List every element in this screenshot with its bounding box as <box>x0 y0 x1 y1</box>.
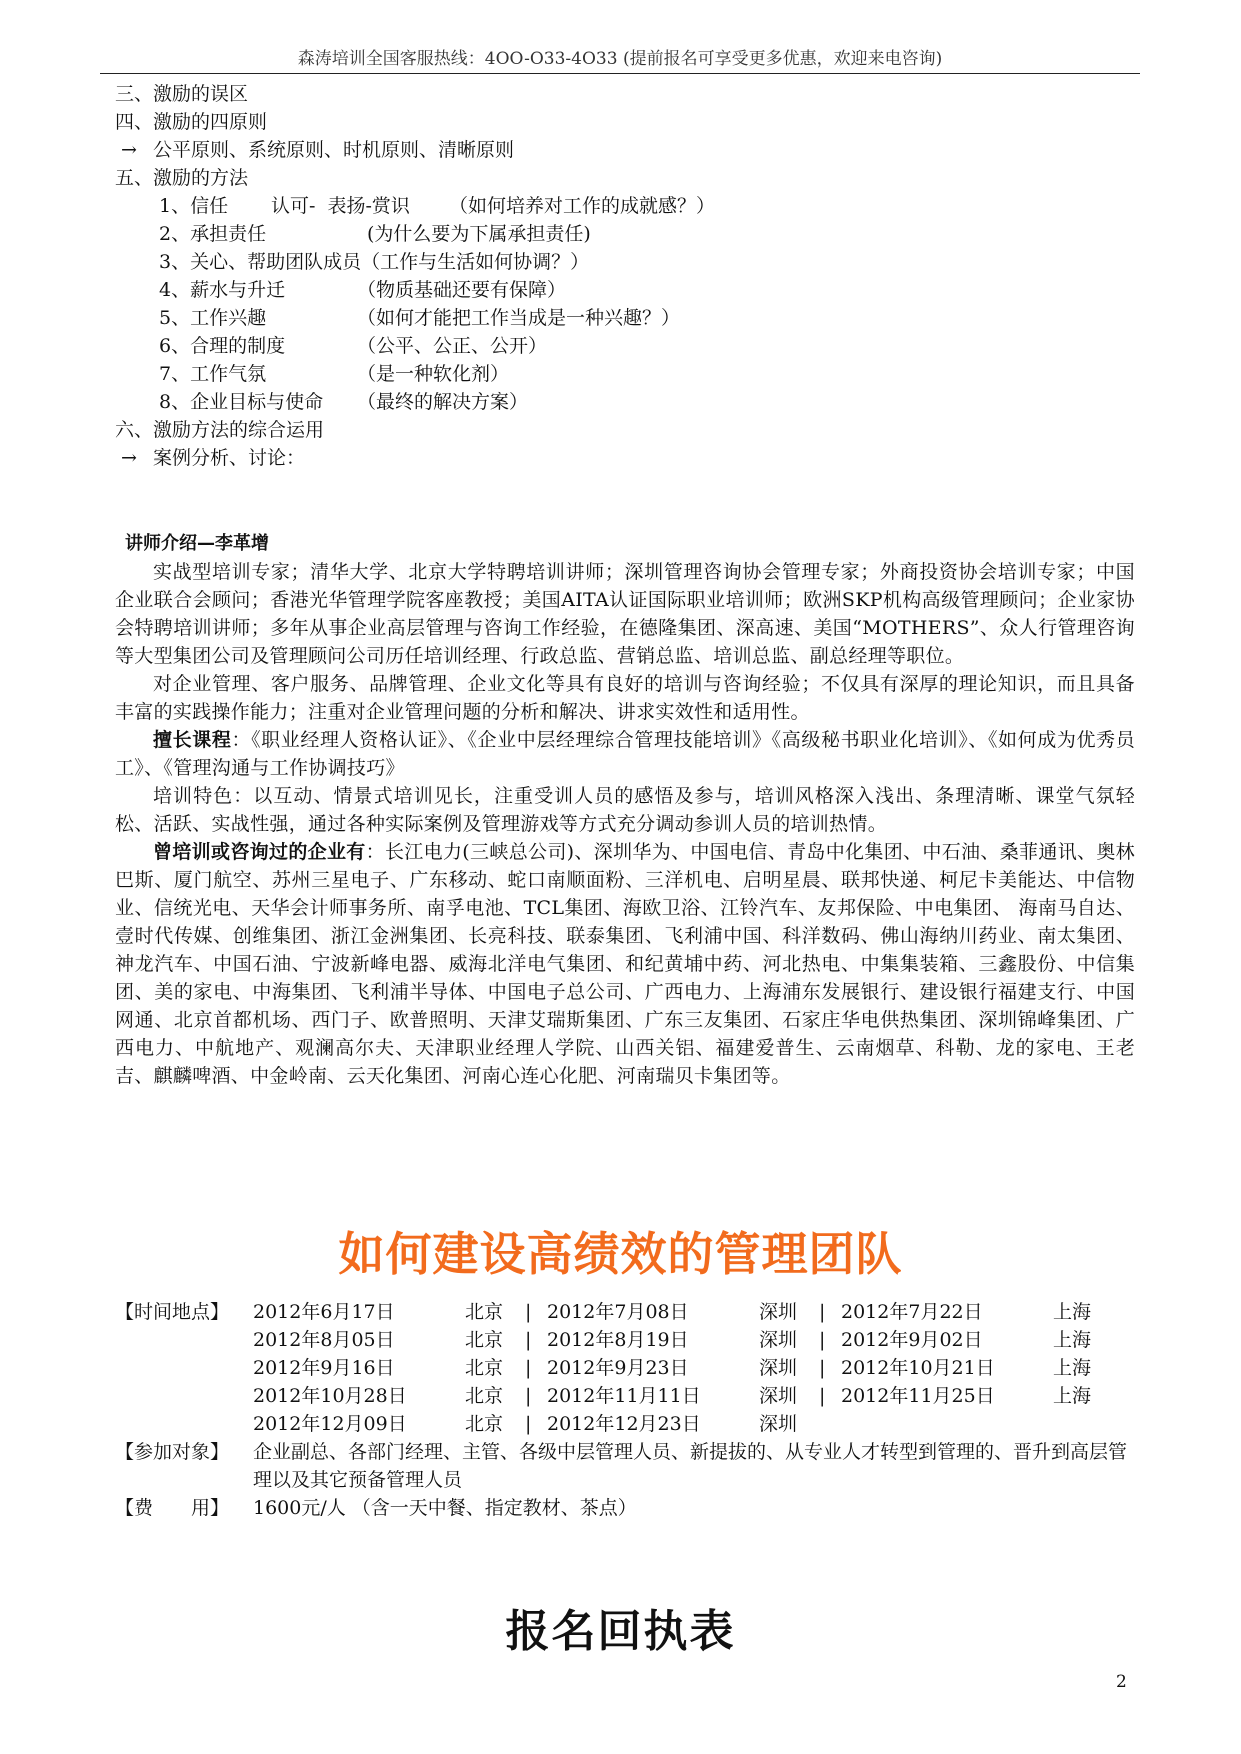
method-note: （如何培养对工作的成就感？） <box>449 195 716 217</box>
method-item <box>115 332 1135 360</box>
method-note: （工作与生活如何协调？） <box>361 251 590 273</box>
section-6-items <box>115 444 1135 472</box>
section-4: 四、激励的四原则 <box>115 111 268 133</box>
course-outline <box>115 80 1135 472</box>
city: 上海 <box>1053 1329 1092 1351</box>
separator: | <box>819 1385 826 1407</box>
method-label: 6、合理的制度 <box>159 335 286 357</box>
city: 北京 <box>465 1385 504 1407</box>
bio-paragraph-clients <box>115 838 1135 1090</box>
schedule-line <box>253 1382 1145 1410</box>
method-label: 4、薪水与升迁 <box>159 279 286 301</box>
separator: | <box>819 1357 826 1379</box>
city: 深圳 <box>759 1301 798 1323</box>
date: 2012年7月22日 <box>841 1301 983 1323</box>
city: 深圳 <box>759 1413 798 1435</box>
separator: | <box>525 1385 532 1407</box>
method-item <box>115 304 1135 332</box>
method-item <box>115 220 1135 248</box>
city: 北京 <box>465 1413 504 1435</box>
bio-paragraph-2: 对企业管理、客户服务、品牌管理、企业文化等具有良好的培训与咨询经验；不仅具有深厚的理论知识，而且具备丰富的实践操作能力；注重对企业管理问题的分析和解决、讲求实效性和适用性。 <box>115 673 1135 723</box>
page-number: 2 <box>1116 1672 1127 1692</box>
signup-form-title: 报名回执表 <box>505 1606 736 1657</box>
city: 深圳 <box>759 1357 798 1379</box>
separator: | <box>819 1301 826 1323</box>
course-title: 如何建设高绩效的管理团队 <box>338 1227 903 1281</box>
city: 北京 <box>465 1329 504 1351</box>
arrow-right-icon: → <box>121 447 137 469</box>
separator: | <box>819 1329 826 1351</box>
method-label: 8、企业目标与使命 <box>159 391 324 413</box>
city: 北京 <box>465 1357 504 1379</box>
date: 2012年11月11日 <box>547 1385 701 1407</box>
schedule-line <box>253 1410 1145 1438</box>
principles-list: 公平原则、系统原则、时机原则、清晰原则 <box>153 139 515 161</box>
schedule-line <box>253 1298 1145 1326</box>
method-item <box>115 388 1135 416</box>
method-item <box>115 360 1135 388</box>
section-4-items <box>115 136 1135 164</box>
time-label: 【时间地点】 <box>115 1301 230 1323</box>
method-label: 2、承担责任 <box>159 223 267 245</box>
city: 上海 <box>1053 1357 1092 1379</box>
bio-paragraph-1: 实战型培训专家；清华大学、北京大学特聘培训讲师；深圳管理咨询协会管理专家；外商投资协会培训专家；中国企业联合会顾问；香港光华管理学院客座教授；美国AITA认证国际职业培训师；欧洲SKP机构高级管理顾问；企业家协会特聘培训讲师；多年从事企业高层管理与咨询工作经验，在德隆集团、深高速、美国“MOTHERS”、众人行管理咨询等大型集团公司及管理顾问公司历任培训经理、行政总监、营销总监、培训总监、副总经理等职位。 <box>115 561 1135 667</box>
header-divider <box>100 73 1140 74</box>
schedule-row <box>115 1298 1145 1438</box>
city: 上海 <box>1053 1301 1092 1323</box>
separator: | <box>525 1413 532 1435</box>
method-item <box>115 248 1135 276</box>
method-note: (为什么要为下属承担责任) <box>367 223 591 245</box>
arrow-right-icon: → <box>121 139 137 161</box>
method-label: 1、信任 <box>159 195 229 217</box>
method-note: （最终的解决方案） <box>357 391 529 413</box>
method-note: （如何才能把工作当成是一种兴趣？） <box>357 307 681 329</box>
fee-row <box>115 1494 1145 1522</box>
method-mid: 认可- 表扬-赏识 <box>271 195 410 217</box>
section-6: 六、激励方法的综合运用 <box>115 419 325 441</box>
date: 2012年9月16日 <box>253 1357 395 1379</box>
city: 深圳 <box>759 1385 798 1407</box>
section-3: 三、激励的误区 <box>115 83 249 105</box>
clients-label: 曾培训或咨询过的企业有 <box>153 841 366 863</box>
page-header: 森涛培训全国客服热线：4OO-O33-4O33 (提前报名可享受更多优惠，欢迎来电咨询) <box>297 49 943 69</box>
separator: | <box>525 1329 532 1351</box>
schedule-line <box>253 1326 1145 1354</box>
method-note: （物质基础还要有保障） <box>357 279 567 301</box>
date: 2012年10月28日 <box>253 1385 407 1407</box>
date: 2012年12月09日 <box>253 1413 407 1435</box>
bio-paragraph-features: 培训特色：以互动、情景式培训见长，注重受训人员的感悟及参与，培训风格深入浅出、条理清晰、课堂气氛轻松、活跃、实战性强，通过各种实际案例及管理游戏等方式充分调动参训人员的培训热情。 <box>115 785 1135 835</box>
city: 上海 <box>1053 1385 1092 1407</box>
date: 2012年8月19日 <box>547 1329 689 1351</box>
date: 2012年12月23日 <box>547 1413 701 1435</box>
separator: | <box>525 1301 532 1323</box>
case-study-text: 案例分析、讨论： <box>153 447 306 469</box>
schedule-table <box>253 1298 1145 1438</box>
course-info <box>115 1298 1145 1522</box>
audience-label: 【参加对象】 <box>115 1441 230 1463</box>
clients-text: ：长江电力(三峡总公司)、深圳华为、中国电信、青岛中化集团、中石油、桑菲通讯、奥林巴斯、厦门航空、苏州三星电子、广东移动、蛇口南顺面粉、三洋机电、启明星晨、联邦快递、柯尼卡美能达、中信物业、信统光电、天华会计师事务所、南孚电池、TCL集团、海欧卫浴、江铃汽车、友邦保险、中电集团、 海南马自达、壹时代传媒、创维集团、浙江金洲集团、长亮科技、联泰集团、飞利浦中国、科洋数码、佛山海纳川药业、南太集团、神龙汽车、中国石油、宁波新峰电器、威海北洋电气集团、和纪黄埔中药、河北热电、中集集装箱、三鑫股份、中信集团、美的家电、中海集团、飞利浦半导体、中国电子总公司、广西电力、上海浦东发展银行、建设银行福建支行、中国网通、北京首都机场、西门子、欧普照明、天津艾瑞斯集团、广东三友集团、石家庄华电供热集团、深圳锦峰集团、广西电力、中航地产、观澜高尔夫、天津职业经理人学院、山西关铝、福建爱普生、云南烟草、科勒、龙的家电、王老吉、麒麟啤酒、中金岭南、云天化集团、河南心连心化肥、河南瑞贝卡集团等。 <box>115 841 1135 1087</box>
city: 北京 <box>465 1301 504 1323</box>
date: 2012年8月05日 <box>253 1329 395 1351</box>
section-5: 五、激励的方法 <box>115 167 249 189</box>
audience-row <box>115 1438 1145 1494</box>
courses-text: ：《职业经理人资格认证》、《企业中层经理综合管理技能培训》《高级秘书职业化培训》、《如何成为优秀员工》、《管理沟通与工作协调技巧》 <box>115 729 1136 779</box>
method-note: （是一种软化剂） <box>357 363 510 385</box>
date: 2012年11月25日 <box>841 1385 995 1407</box>
audience-text: 企业副总、各部门经理、主管、各级中层管理人员、新提拔的、从专业人才转型到管理的、晋升到高层管理以及其它预备管理人员 <box>253 1441 1128 1491</box>
bio-paragraph-courses <box>115 726 1135 782</box>
date: 2012年7月08日 <box>547 1301 689 1323</box>
city: 深圳 <box>759 1329 798 1351</box>
fee-text: 1600元/人 （含一天中餐、指定教材、茶点） <box>253 1497 637 1519</box>
courses-label: 擅长课程 <box>153 729 232 751</box>
method-label: 3、关心、帮助团队成员 <box>159 251 362 273</box>
method-label: 7、工作气氛 <box>159 363 267 385</box>
date: 2012年10月21日 <box>841 1357 995 1379</box>
schedule-line <box>253 1354 1145 1382</box>
date: 2012年9月02日 <box>841 1329 983 1351</box>
fee-label: 【费 用】 <box>115 1497 230 1519</box>
method-label: 5、工作兴趣 <box>159 307 267 329</box>
separator: | <box>525 1357 532 1379</box>
instructor-bio <box>115 530 1135 1090</box>
date: 2012年6月17日 <box>253 1301 395 1323</box>
method-item <box>115 276 1135 304</box>
bio-title: 讲师介绍—李革增 <box>125 533 269 554</box>
method-item <box>115 192 1135 220</box>
date: 2012年9月23日 <box>547 1357 689 1379</box>
method-note: （公平、公正、公开） <box>357 335 548 357</box>
